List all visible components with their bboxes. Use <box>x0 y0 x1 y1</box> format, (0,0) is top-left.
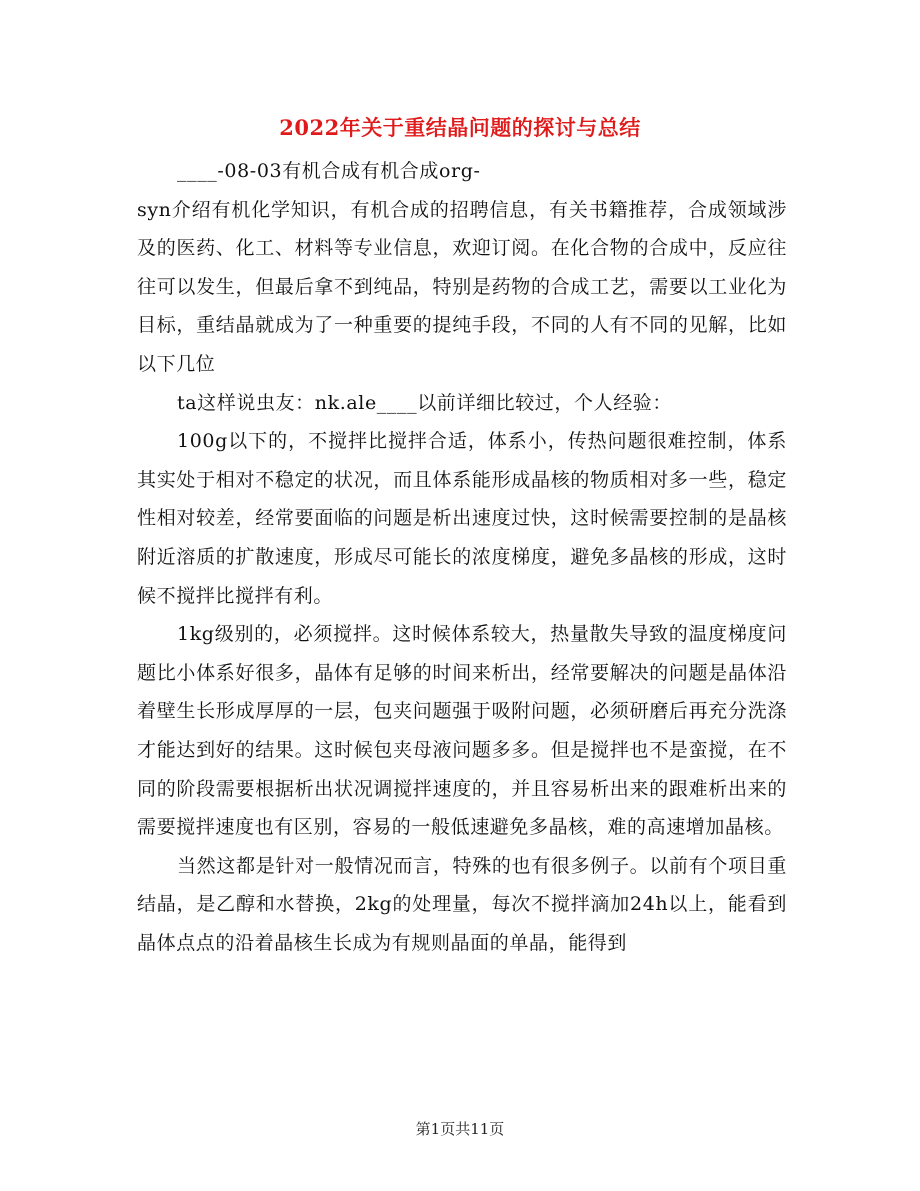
document-title: 2022年关于重结晶问题的探讨与总结 <box>279 115 641 140</box>
page-footer: 第1页共11页 <box>415 1120 505 1138</box>
document-body <box>137 152 787 962</box>
paragraph-quote-intro: ta这样说虫友：nk.ale____以前详细比较过，个人经验： <box>177 391 673 414</box>
paragraph-intro: syn介绍有机化学知识，有机合成的招聘信息，有关书籍推荐，合成领域涉及的医药、化工、材料等专业信息，欢迎订阅。在化合物的合成中，反应往往可以发生，但最后拿不到纯品，特别是药物的合成工艺，需要以工业化为目标，重结晶就成为了一种重要的提纯手段，不同的人有不同的见解，比如以下几位 <box>137 198 787 375</box>
paragraph-intro-date: ____-08-03有机合成有机合成org- <box>177 160 481 182</box>
paragraph-kg-scale: 1kg级别的，必须搅拌。这时候体系较大，热量散失导致的温度梯度问题比小体系好很多，晶体有足够的时间来析出，经常要解决的问题是晶体沿着壁生长形成厚厚的一层，包夹问题强于吸附问题，必须研磨后再充分洗涤才能达到好的结果。这时候包夹母液问题多多。但是搅拌也不是蛮搅，在不同的阶段需要根据析出状况调搅拌速度的，并且容易析出来的跟难析出来的需要搅拌速度也有区别，容易的一般低速避免多晶核，难的高速增加晶核。 <box>137 623 787 839</box>
paragraph-small-scale: 100g以下的，不搅拌比搅拌合适，体系小，传热问题很难控制，体系其实处于相对不稳定的状况，而且体系能形成晶核的物质相对多一些，稳定性相对较差，经常要面临的问题是析出速度过快，这时候需要控制的是晶核附近溶质的扩散速度，形成尽可能长的浓度梯度，避免多晶核的形成，这时候不搅拌比搅拌有利。 <box>137 430 787 607</box>
paragraph-special-cases: 当然这都是针对一般情况而言，特殊的也有很多例子。以前有个项目重结晶，是乙醇和水替换，2kg的处理量，每次不搅拌滴加24h以上，能看到晶体点点的沿着晶核生长成为有规则晶面的单晶，能得到 <box>137 854 787 954</box>
